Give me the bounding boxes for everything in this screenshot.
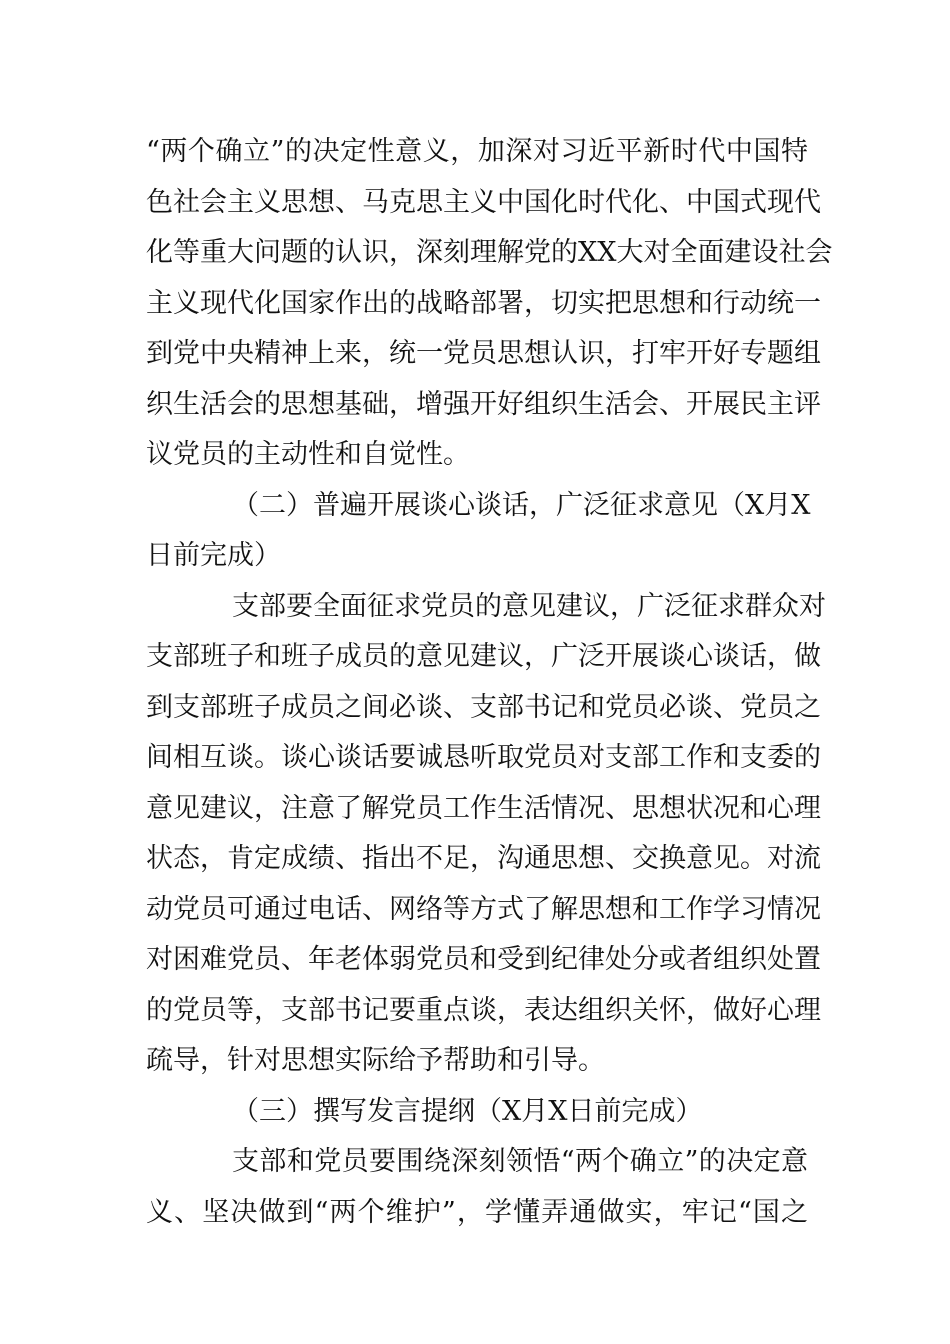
text-line: 支部和党员要围绕深刻领悟“两个确立”的决定意 [232,1146,808,1177]
section-heading-3 [146,1087,808,1138]
text-line: 支部要全面征求党员的意见建议，广泛征求群众对 [232,590,826,622]
section-heading-2 [146,481,811,582]
heading-line: （二）普遍开展谈心谈话，广泛征求意见（X月X [232,489,811,521]
paragraph-3 [146,1137,808,1238]
text-line: 意见建议，注意了解党员工作生活情况、思想状况和心理 [146,792,821,824]
text-line: 到党中央精神上来，统一党员思想认识，打牢开好专题组 [146,338,821,369]
paragraph-1 [146,127,833,481]
text-line: 织生活会的思想基础，增强开好组织生活会、开展民主评 [146,388,821,420]
heading-line: （三）撰写发言提纲（X月X日前完成） [232,1095,703,1127]
text-line: 动党员可通过电话、网络等方式了解思想和工作学习情况 [146,893,821,925]
text-line: 对困难党员、年老体弱党员和受到纪律处分或者组织处置 [146,944,821,975]
text-line: 色社会主义思想、马克思主义中国化时代化、中国式现代 [146,186,821,218]
text-line: 的党员等，支部书记要重点谈，表达组织关怀，做好心理 [146,994,821,1026]
text-line: 主义现代化国家作出的战略部署，切实把思想和行动统一 [146,287,821,319]
document-body [146,127,833,1238]
text-line: 疏导，针对思想实际给予帮助和引导。 [146,1045,605,1076]
heading-line: 日前完成） [146,540,281,571]
paragraph-2 [146,582,826,1087]
text-line: 状态，肯定成绩、指出不足，沟通思想、交换意见。对流 [146,843,821,874]
text-line: 到支部班子成员之间必谈、支部书记和党员必谈、党员之 [146,691,821,723]
text-line: 议党员的主动性和自觉性。 [146,439,470,470]
text-line: “两个确立”的决定性意义，加深对习近平新时代中国特 [146,136,808,167]
text-line: 间相互谈。谈心谈话要诚恳听取党员对支部工作和支委的 [146,742,821,773]
text-line: 义、坚决做到“两个维护”，学懂弄通做实，牢记“国之 [146,1196,808,1228]
text-line: 支部班子和班子成员的意见建议，广泛开展谈心谈话，做 [146,641,821,672]
text-line: 化等重大问题的认识，深刻理解党的XX大对全面建设社会 [146,237,833,268]
